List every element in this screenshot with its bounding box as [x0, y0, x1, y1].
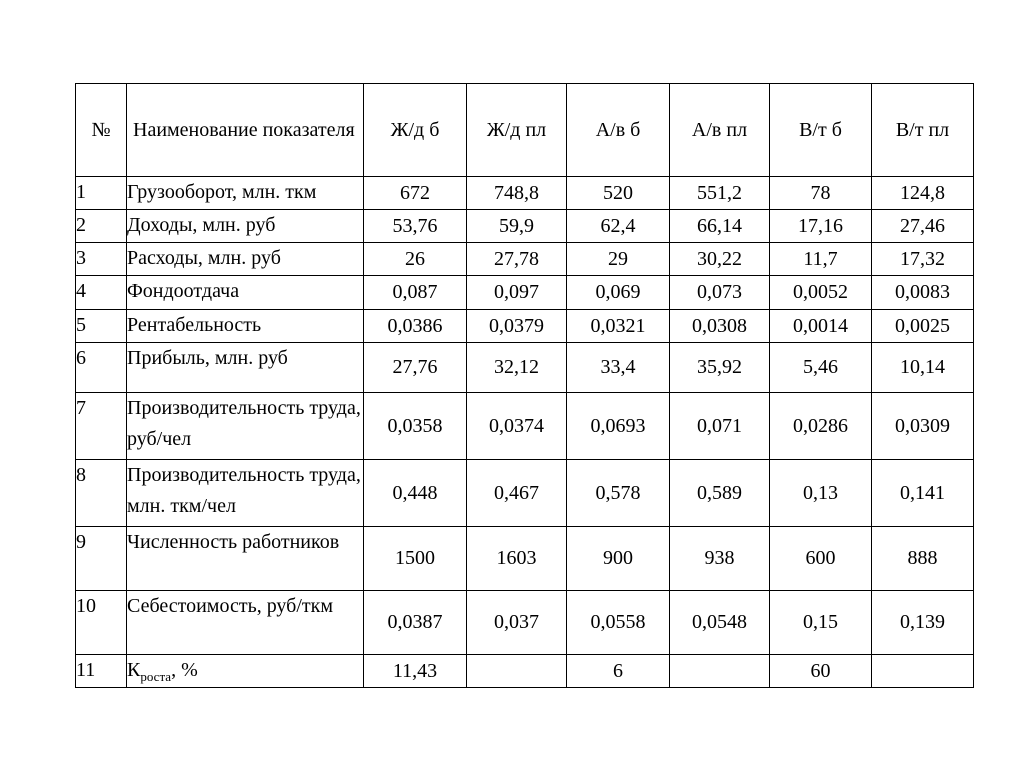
row-value: 27,46 — [872, 210, 974, 243]
row-value: 27,78 — [467, 243, 567, 276]
row-value: 0,0083 — [872, 276, 974, 310]
growth-label-main: К — [127, 659, 141, 681]
row-value: 0,139 — [872, 591, 974, 655]
table-row — [76, 591, 974, 655]
row-value: 17,32 — [872, 243, 974, 276]
empty-cell — [670, 655, 770, 688]
row-value: 0,073 — [670, 276, 770, 310]
row-num: 4 — [76, 276, 127, 310]
header-name: Наименование показателя — [127, 84, 364, 177]
header-col: А/в пл — [670, 84, 770, 177]
growth-label-subscript: роста — [140, 669, 172, 684]
growth-label-suffix: , % — [171, 659, 198, 681]
row-value: 78 — [770, 177, 872, 210]
row-value: 0,0025 — [872, 310, 974, 343]
row-num: 6 — [76, 343, 127, 393]
row-name: Себестоимость, руб/ткм — [127, 591, 364, 655]
row-value: 124,8 — [872, 177, 974, 210]
row-value: 6 — [567, 655, 670, 688]
row-value: 10,14 — [872, 343, 974, 393]
header-row — [76, 84, 974, 177]
row-value: 0,448 — [364, 460, 467, 527]
table-row — [76, 310, 974, 343]
row-num: 9 — [76, 527, 127, 591]
row-name: Фондоотдача — [127, 276, 364, 310]
row-value: 0,578 — [567, 460, 670, 527]
row-name: Производительность труда, руб/чел — [127, 393, 364, 460]
header-col: В/т пл — [872, 84, 974, 177]
row-name: Грузооборот, млн. ткм — [127, 177, 364, 210]
row-value: 888 — [872, 527, 974, 591]
row-value: 0,0558 — [567, 591, 670, 655]
table-row — [76, 276, 974, 310]
table-row — [76, 177, 974, 210]
row-value: 0,0358 — [364, 393, 467, 460]
row-value: 5,46 — [770, 343, 872, 393]
row-value: 0,15 — [770, 591, 872, 655]
table-row — [76, 527, 974, 591]
row-value: 0,0052 — [770, 276, 872, 310]
row-value: 0,467 — [467, 460, 567, 527]
row-num: 2 — [76, 210, 127, 243]
row-value: 0,071 — [670, 393, 770, 460]
row-value: 0,0308 — [670, 310, 770, 343]
empty-cell — [467, 655, 567, 688]
empty-cell — [872, 655, 974, 688]
row-value: 0,141 — [872, 460, 974, 527]
row-value: 0,0309 — [872, 393, 974, 460]
row-num: 7 — [76, 393, 127, 460]
row-value: 33,4 — [567, 343, 670, 393]
header-col: Ж/д пл — [467, 84, 567, 177]
row-name — [127, 655, 364, 688]
row-value: 27,76 — [364, 343, 467, 393]
header-col: Ж/д б — [364, 84, 467, 177]
row-value: 0,087 — [364, 276, 467, 310]
row-name: Рентабельность — [127, 310, 364, 343]
row-value: 0,0379 — [467, 310, 567, 343]
metrics-table — [75, 83, 974, 688]
growth-row — [76, 655, 974, 688]
row-value: 600 — [770, 527, 872, 591]
row-num: 8 — [76, 460, 127, 527]
row-value: 30,22 — [670, 243, 770, 276]
header-col: В/т б — [770, 84, 872, 177]
row-value: 0,037 — [467, 591, 567, 655]
row-value: 672 — [364, 177, 467, 210]
row-value: 748,8 — [467, 177, 567, 210]
row-name: Численность работников — [127, 527, 364, 591]
row-name: Прибыль, млн. руб — [127, 343, 364, 393]
row-value: 32,12 — [467, 343, 567, 393]
row-value: 0,0548 — [670, 591, 770, 655]
row-value: 0,0374 — [467, 393, 567, 460]
row-value: 60 — [770, 655, 872, 688]
table-row — [76, 210, 974, 243]
row-num: 10 — [76, 591, 127, 655]
row-num: 3 — [76, 243, 127, 276]
table-row — [76, 393, 974, 460]
row-value: 17,16 — [770, 210, 872, 243]
row-name: Расходы, млн. руб — [127, 243, 364, 276]
row-num: 5 — [76, 310, 127, 343]
row-value: 11,43 — [364, 655, 467, 688]
row-value: 0,0693 — [567, 393, 670, 460]
row-value: 551,2 — [670, 177, 770, 210]
row-value: 11,7 — [770, 243, 872, 276]
row-value: 53,76 — [364, 210, 467, 243]
row-value: 0,097 — [467, 276, 567, 310]
row-value: 0,0387 — [364, 591, 467, 655]
row-value: 0,069 — [567, 276, 670, 310]
row-value: 900 — [567, 527, 670, 591]
row-value: 0,0386 — [364, 310, 467, 343]
row-value: 66,14 — [670, 210, 770, 243]
row-num: 11 — [76, 655, 127, 688]
row-value: 1500 — [364, 527, 467, 591]
row-value: 0,0014 — [770, 310, 872, 343]
row-value: 0,589 — [670, 460, 770, 527]
row-value: 0,13 — [770, 460, 872, 527]
header-col: А/в б — [567, 84, 670, 177]
row-value: 62,4 — [567, 210, 670, 243]
header-num: № — [76, 84, 127, 177]
row-value: 520 — [567, 177, 670, 210]
row-value: 0,0286 — [770, 393, 872, 460]
row-value: 35,92 — [670, 343, 770, 393]
row-value: 938 — [670, 527, 770, 591]
row-value: 0,0321 — [567, 310, 670, 343]
row-name: Производительность труда, млн. ткм/чел — [127, 460, 364, 527]
row-num: 1 — [76, 177, 127, 210]
table-row — [76, 343, 974, 393]
row-value: 1603 — [467, 527, 567, 591]
table-row — [76, 243, 974, 276]
row-value: 59,9 — [467, 210, 567, 243]
row-value: 26 — [364, 243, 467, 276]
table-row — [76, 460, 974, 527]
row-name: Доходы, млн. руб — [127, 210, 364, 243]
row-value: 29 — [567, 243, 670, 276]
